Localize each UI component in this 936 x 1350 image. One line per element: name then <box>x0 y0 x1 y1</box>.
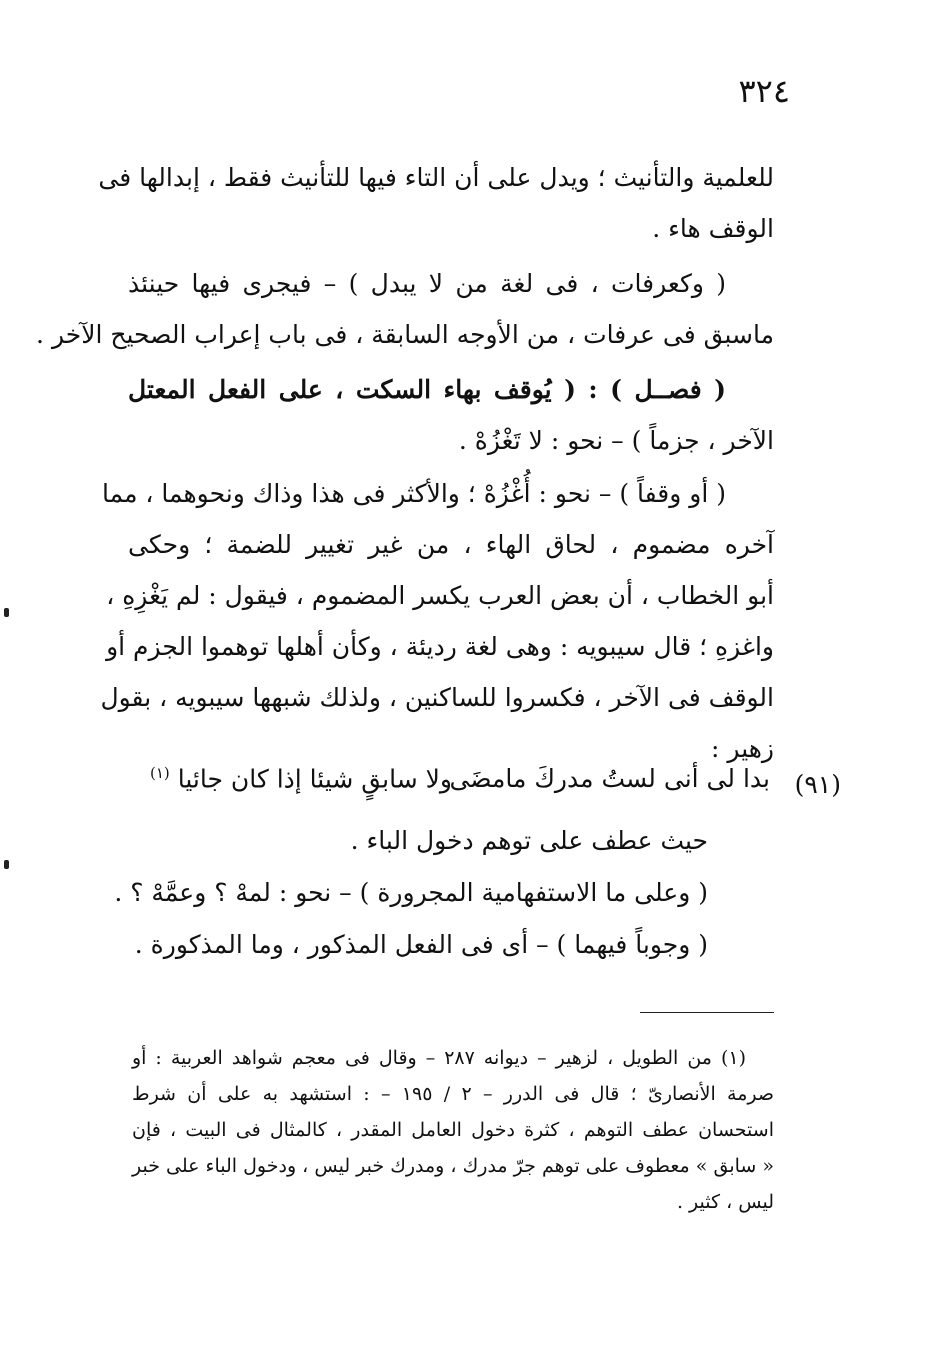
text-line: آخره مضموم ، لحاق الهاء ، من غير تغيير للضمة ؛ وحكى <box>128 530 774 559</box>
paragraph-3-section <box>128 364 774 466</box>
text-line: زهير : <box>711 734 774 763</box>
paragraph-2 <box>36 258 774 360</box>
verse-number: (٩١) <box>794 770 841 799</box>
text-line: الآخر ، جزماً ) – نحو : لا تَغْزُهْ . <box>458 426 774 455</box>
paragraph-1 <box>98 152 774 254</box>
footnote-divider <box>640 1012 774 1013</box>
footnote-line: « سابق » معطوف على توهم جرّ مدرك ، ومدرك خبر ليس ، ودخول الباء على خبر <box>132 1155 774 1177</box>
text-line: الوقف فى الآخر ، فكسروا للساكنين ، ولذلك شبهها سيبويه ، بقول <box>100 683 774 712</box>
text-line: ( وجوباً فيهما ) – أى فى الفعل المذكور ، وما المذكورة . <box>134 930 708 959</box>
verse-hemistich-left <box>150 764 452 793</box>
text-line: ( فصــل ) : ( يُوقف بهاء السكت ، على الفعل المعتل <box>128 375 726 404</box>
footnote-line: استحسان عطف التوهم ، كثرة دخول العامل المقدر ، كالمثال فى البيت ، فإن <box>132 1119 774 1141</box>
text-line: ماسبق فى عرفات ، من الأوجه السابقة ، فى باب إعراب الصحيح الآخر . <box>36 320 774 349</box>
text-line: ( وكعرفات ، فى لغة من لا يبدل ) – فيجرى فيها حينئذ <box>128 269 726 298</box>
text-line: الوقف هاء . <box>652 214 774 243</box>
scan-margin-mark <box>4 860 9 869</box>
text-line: حيث عطف على توهم دخول الباء . <box>350 826 708 855</box>
text-line: ( وعلى ما الاستفهامية المجرورة ) – نحو : لمهْ ؟ وعمَّهْ ؟ . <box>114 878 708 907</box>
text-line: ( أو وقفاً ) – نحو : أُغْزُهْ ؛ والأكثر فى هذا وذاك ونحوهما ، مما <box>102 479 726 508</box>
footnotes <box>132 1040 774 1220</box>
footnote-line: صرمة الأنصارىّ ؛ قال فى الدرر – ٢ / ١٩٥ – : استشهد به على أن شرط <box>132 1083 775 1105</box>
footnote-line: (١) من الطويل ، لزهير – ديوانه ٢٨٧ – وقال فى معجم شواهد العربية : أو <box>132 1047 746 1069</box>
paragraph-4 <box>100 468 774 774</box>
verse-hemistich-left-text: ولا سابقٍ شيئا إذا كان جائيا <box>177 764 452 794</box>
verse-hemistich-right: بدا لى أنى لستُ مدركَ مامضَى <box>449 764 770 793</box>
text-line: أبو الخطاب ، أن بعض العرب يكسر المضموم ، فيقول : لم يَغْزِهِ ، <box>106 581 774 610</box>
footnote-line: ليس ، كثير . <box>676 1191 774 1213</box>
text-line: واغزهِ ؛ قال سيبويه : وهى لغة رديئة ، وكأن أهلها توهموا الجزم أو <box>106 632 774 661</box>
scan-margin-mark <box>4 608 9 617</box>
page-number: ٣٢٤ <box>738 72 790 110</box>
footnote-reference: (١) <box>150 764 170 782</box>
after-verse-block <box>114 815 774 971</box>
text-line: للعلمية والتأنيث ؛ ويدل على أن التاء فيها للتأنيث فقط ، إبدالها فى <box>98 163 774 192</box>
